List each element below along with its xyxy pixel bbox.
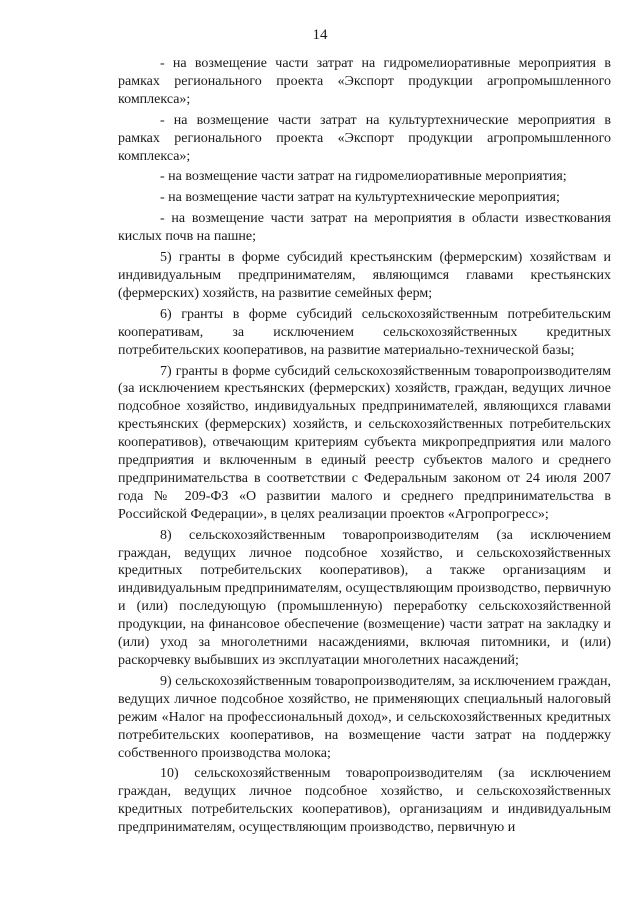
paragraph-hydro: - на возмещение части затрат на гидромелиоративные мероприятия; <box>160 169 567 185</box>
page-number: 14 <box>312 27 328 43</box>
paragraph-item-7: 7) гранты в форме субсидий сельскохозяйственным товаропроизводителям (за исключением крестьянских (фермерских) хозяйств, граждан, ведущих личное подсобное хозяйство, индивидуальных предпринимателей, являющихся главами крестьянских (фермерских) хозяйств, и сельскохозяйственных потребительских кооперативов), отвечающим критериям субъекта микропредприятия или малого предприятия и включенным в единый реестр субъектов малого и среднего предпринимательства в соответствии с Федеральным законом от 24 июля 2007 года № 209-ФЗ «О развитии малого и среднего предпринимательства в Российской Федерации», в целях реализации проектов «Агропрогресс»; <box>118 363 611 522</box>
paragraph-item-6: 6) гранты в форме субсидий сельскохозяйственным потребительским кооперативам, за исключением сельскохозяйственных кредитных потребительских кооперативов, на развитие материально-технической базы; <box>118 306 611 358</box>
document-body <box>118 55 611 837</box>
paragraph-item-8: 8) сельскохозяйственным товаропроизводителям (за исключением граждан, ведущих личное подсобное хозяйство, и сельскохозяйственных кредитных потребительских кооперативов), а также организациям и индивидуальным предпринимателям, осуществляющим производство, первичную и (или) последующую (промышленную) переработку сельскохозяйственной продукции, на финансовое обеспечение (возмещение) части затрат на закладку и (или) уход за многолетними насаждениями, включая питомники, и (или) раскорчевку выбывших из эксплуатации многолетних насаждений; <box>118 527 611 668</box>
paragraph-liming: - на возмещение части затрат на мероприятия в области известкования кислых почв на пашне; <box>118 211 611 245</box>
paragraph-item-9: 9) сельскохозяйственным товаропроизводителям, за исключением граждан, ведущих личное подсобное хозяйство, не применяющих специальный налоговый режим «Налог на профессиональный доход», и сельскохозяйственных кредитных потребительских кооперативов, на возмещение части затрат на поддержку собственного производства молока; <box>118 673 611 761</box>
paragraph-item-5: 5) гранты в форме субсидий крестьянским (фермерским) хозяйствам и индивидуальным предпринимателям, являющимся главами крестьянских (фермерских) хозяйств, на развитие семейных ферм; <box>118 250 611 301</box>
paragraph-hydro-export: - на возмещение части затрат на гидромелиоративные мероприятия в рамках регионального проекта «Экспорт продукции агропромышленного комплекса»; <box>118 56 611 107</box>
paragraph-item-10: 10) сельскохозяйственным товаропроизводителям (за исключением граждан, ведущих личное подсобное хозяйство, и сельскохозяйственных кредитных потребительских кооперативов), организациям и индивидуальным предпринимателям, осуществляющим производство, первичную и <box>118 766 611 836</box>
paragraph-culture-export: - на возмещение части затрат на культуртехнические мероприятия в рамках регионального проекта «Экспорт продукции агропромышленного комплекса»; <box>118 112 611 164</box>
paragraph-culture: - на возмещение части затрат на культуртехнические мероприятия; <box>160 190 560 206</box>
